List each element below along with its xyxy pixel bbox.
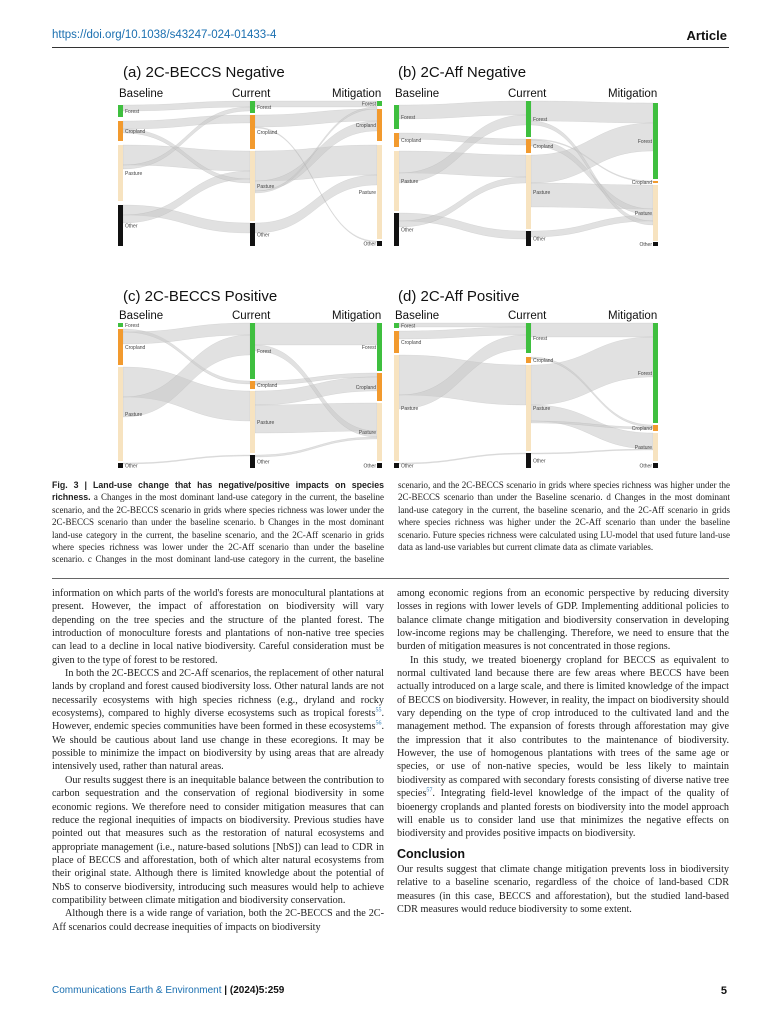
current-other-node — [250, 455, 255, 468]
flow-other-to-other — [399, 453, 526, 464]
baseline-other-label: Other — [401, 227, 414, 234]
baseline-forest-label: Forest — [401, 115, 416, 121]
mitigation-other-label: Other — [363, 241, 376, 248]
body-left-column — [52, 587, 384, 934]
citation: (2024)5:259 — [229, 985, 285, 996]
panel-d-sankey — [394, 323, 660, 469]
header-rule — [52, 47, 729, 48]
baseline-other-label: Other — [125, 223, 138, 230]
current-forest-node — [526, 323, 531, 353]
mitigation-forest-node — [377, 323, 382, 371]
flow-forest-to-forest — [531, 101, 653, 123]
panel-a-sankey — [118, 101, 384, 247]
baseline-cropland-label: Cropland — [125, 129, 146, 135]
mitigation-other-node — [653, 242, 658, 246]
mitigation-forest-label: Forest — [637, 139, 652, 145]
current-cropland-node — [250, 115, 255, 149]
mitigation-forest-node — [377, 101, 382, 106]
paragraph: Although there is a wide range of variation, both the 2C-BECCS and the 2C-Aff scenarios could decrease inequities of impacts on biodiversity — [52, 908, 384, 933]
current-forest-label: Forest — [257, 349, 272, 355]
paragraph — [397, 654, 729, 841]
baseline-pasture-node — [394, 151, 399, 211]
baseline-cropland-node — [394, 331, 399, 353]
mitigation-cropland-label: Cropland — [631, 426, 652, 432]
baseline-cropland-label: Cropland — [401, 138, 422, 144]
paragraph: information on which parts of the world's forests are monocultural plantations at present. However, the impact of afforestation on biodiversity will vary depending on the tree species and the structure of the planted forest. The introduction of monoculture forests and plantations of non-native tree species can lead to a decline in local native biodiversity. Careful consideration must be given to the type of forest to be restored. — [52, 588, 384, 666]
baseline-cropland-label: Cropland — [401, 340, 422, 346]
mitigation-other-label: Other — [639, 242, 652, 248]
baseline-other-node — [118, 205, 123, 246]
mitigation-other-node — [377, 241, 382, 246]
flow-other-to-pasture — [255, 437, 377, 457]
baseline-forest-node — [118, 323, 123, 327]
mitigation-pasture-node — [653, 185, 658, 241]
flow-other-to-other — [399, 213, 526, 239]
caption-separator — [52, 578, 729, 579]
reference-link[interactable]: 57 — [426, 787, 433, 794]
mitigation-forest-label: Forest — [361, 345, 376, 351]
mitigation-pasture-label: Pasture — [634, 445, 652, 451]
panel-a-mitigation-label: Mitigation — [332, 88, 382, 100]
baseline-cropland-label: Cropland — [125, 345, 146, 351]
panel-a-baseline-label: Baseline — [119, 88, 164, 100]
current-pasture-node — [250, 151, 255, 221]
baseline-forest-label: Forest — [401, 323, 416, 330]
panel-c-title: (c) 2C-BECCS Positive — [123, 288, 278, 305]
page-number: 5 — [720, 985, 727, 997]
baseline-forest-label: Forest — [125, 109, 140, 115]
baseline-pasture-label: Pasture — [125, 171, 143, 177]
mitigation-forest-label: Forest — [637, 371, 652, 377]
baseline-other-node — [394, 463, 399, 468]
current-cropland-label: Cropland — [533, 144, 554, 150]
panel-d-baseline-label: Baseline — [395, 310, 440, 322]
baseline-other-label: Other — [401, 463, 414, 470]
figure-caption — [52, 479, 730, 566]
mitigation-other-node — [377, 463, 382, 468]
conclusion-heading: Conclusion — [397, 846, 466, 861]
mitigation-cropland-node — [377, 373, 382, 401]
baseline-other-label: Other — [125, 463, 138, 470]
panel-b-baseline-label: Baseline — [395, 88, 440, 100]
mitigation-forest-label: Forest — [361, 101, 376, 108]
flow-cropland-to-cropland — [123, 115, 250, 129]
flow-forest-to-forest — [255, 323, 377, 345]
panel-a-current-label: Current — [232, 88, 271, 100]
mitigation-pasture-node — [377, 403, 382, 461]
mitigation-pasture-label: Pasture — [358, 190, 376, 196]
current-forest-node — [250, 323, 255, 379]
text-span: In this study, we treated bioenergy cropland for BECCS as equivalent to normal cultivated land because there are few areas where BECCS have been actually introduced on a large scale, and there is limited knowledge of the impact of BECCS on biodiversity. However, in reality, the impact on biodiversity should vary depending on the type of crop introduced to the cultivated land and the management method. The expansion of forests through afforestation may give the impression that it also contributes to the maintenance of biodiversity. However, the use of homogenous plantations with trees of the same age or species, or use of non-native species, would be less likely to maintain biodiversity as compared with secondary forests consisting of diverse native tree species — [397, 654, 729, 800]
mitigation-cropland-node — [377, 109, 382, 141]
current-forest-node — [250, 101, 255, 113]
mitigation-other-node — [653, 463, 658, 468]
doi-link[interactable]: https://doi.org/10.1038/s43247-024-01433-4 — [52, 29, 277, 41]
text-span: . We should be cautious about land use change in these ecoregions. It may be possible to minimize the impact on biodiversity by using areas that are already intensively used, rather than natural areas. — [52, 721, 384, 773]
current-other-node — [526, 231, 531, 246]
current-forest-label: Forest — [533, 336, 548, 342]
mitigation-cropland-label: Cropland — [355, 123, 376, 129]
body-right-column — [397, 587, 729, 916]
baseline-other-node — [394, 213, 399, 246]
current-cropland-label: Cropland — [533, 358, 554, 364]
current-cropland-node — [526, 139, 531, 153]
reference-link[interactable]: 56 — [375, 721, 382, 728]
mitigation-pasture-label: Pasture — [358, 430, 376, 436]
current-forest-label: Forest — [257, 105, 272, 111]
mitigation-other-label: Other — [639, 463, 652, 470]
baseline-pasture-label: Pasture — [401, 406, 419, 412]
text-span: In both the 2C-BECCS and 2C-Aff scenarios, the replacement of other natural lands by cropland and forest caused biodiversity loss. Other natural lands are not necessarily ecosystems with high species richness (e.g., dryland and rocky ecosystems), compared to highly diverse ecosystems such as tropical forests — [52, 668, 384, 720]
current-forest-node — [526, 101, 531, 137]
footer-journal — [52, 985, 284, 996]
mitigation-forest-node — [653, 103, 658, 179]
flow-forest-to-forest — [255, 101, 377, 107]
panel-c-sankey — [118, 323, 384, 469]
current-other-label: Other — [533, 458, 546, 465]
mitigation-cropland-node — [653, 425, 658, 431]
current-other-label: Other — [533, 236, 546, 243]
current-other-label: Other — [257, 459, 270, 466]
baseline-pasture-label: Pasture — [401, 179, 419, 185]
current-forest-label: Forest — [533, 117, 548, 123]
article-type-label: Article — [686, 28, 727, 43]
paragraph — [52, 667, 384, 774]
panel-d-mitigation-label: Mitigation — [608, 310, 658, 322]
reference-link[interactable]: 55 — [375, 707, 382, 714]
baseline-cropland-node — [118, 329, 123, 365]
current-cropland-node — [250, 381, 255, 389]
flow-pasture-to-forest — [531, 337, 653, 405]
paragraph: Our results suggest there is an inequitable balance between the contribution to carbon sequestration and the conservation of regional biodiversity in some economic regions. We therefore need to consider mitigation measures that can reduce the regional inequities of impacts on biodiversity. Previous studies have pointed out that measures such as the restoration of natural ecosystems and appropriate management (i.e., nature-based solutions [NbS]) can lead to CDR in place of BECCS and afforestation, both of which alter natural ecosystems from their original state. Although there is limited knowledge about the potential of NbS to conserve biodiversity, introducing such measures would help to achieve compatibility between climate mitigation and biodiversity conservation. — [52, 774, 384, 906]
current-cropland-node — [526, 357, 531, 363]
current-pasture-label: Pasture — [257, 184, 275, 190]
mitigation-forest-node — [653, 323, 658, 423]
current-pasture-node — [526, 365, 531, 451]
baseline-pasture-node — [394, 355, 399, 461]
flow-other-to-other — [123, 455, 250, 464]
current-pasture-label: Pasture — [533, 190, 551, 196]
text-span: . However, endemic species communities have been formed in these ecosystems — [52, 708, 384, 733]
panel-b-mitigation-label: Mitigation — [608, 88, 658, 100]
baseline-forest-node — [394, 105, 399, 129]
current-other-node — [250, 223, 255, 246]
mitigation-pasture-node — [653, 433, 658, 461]
paragraph: Our results suggest that climate change mitigation prevents loss in biodiversity relative to a baseline scenario, regardless of the choice of land-based CDR measures (in this case, BECCS and afforestation), but the studied land-based CDR measures would reduce biodiversity to some extent. — [397, 863, 729, 915]
baseline-forest-node — [118, 105, 123, 117]
current-pasture-node — [526, 155, 531, 229]
current-pasture-label: Pasture — [257, 420, 275, 426]
current-pasture-label: Pasture — [533, 406, 551, 412]
mitigation-cropland-label: Cropland — [631, 180, 652, 186]
baseline-forest-node — [394, 323, 399, 328]
panel-b-current-label: Current — [508, 88, 547, 100]
mitigation-cropland-node — [653, 181, 658, 183]
figure-caption-label: Fig. 3 | Land-use change that has negative/positive impacts on species richness. — [52, 480, 384, 503]
panel-a-title: (a) 2C-BECCS Negative — [123, 64, 285, 81]
journal-name[interactable]: Communications Earth & Environment — [52, 985, 222, 996]
current-other-node — [526, 453, 531, 468]
baseline-cropland-node — [394, 133, 399, 147]
baseline-forest-label: Forest — [125, 323, 140, 329]
panel-c-baseline-label: Baseline — [119, 310, 164, 322]
baseline-pasture-node — [118, 145, 123, 201]
flow-forest-to-forest — [531, 323, 653, 337]
panel-d-title: (d) 2C-Aff Positive — [398, 288, 520, 305]
panel-d-current-label: Current — [508, 310, 547, 322]
footer-separator: | — [221, 985, 230, 996]
mitigation-pasture-node — [377, 145, 382, 239]
panel-c-mitigation-label: Mitigation — [332, 310, 382, 322]
paragraph: among economic regions from an economic perspective by reducing diversity losses in regions with lower levels of GDP. Implementing additional policies to balance climate change mitigation and biodiversity conservation in developing low-income regions may be challenging. Therefore, we need to ensure that the burden of mitigation measures is not concentrated in those regions. — [397, 588, 729, 653]
current-cropland-label: Cropland — [257, 383, 278, 389]
text-span: . Integrating field-level knowledge of the impact of the quality of bioenergy croplands and planted forests on biodiversity into the model approach will enable us to consider land use that minimizes the negative effects on biodiversity and provides positive impacts on biodiversity. — [397, 788, 729, 840]
flow-forest-to-forest — [399, 101, 526, 119]
mitigation-cropland-label: Cropland — [355, 385, 376, 391]
baseline-pasture-node — [118, 367, 123, 461]
baseline-cropland-node — [118, 121, 123, 141]
mitigation-pasture-label: Pasture — [634, 211, 652, 217]
current-other-label: Other — [257, 232, 270, 239]
baseline-pasture-label: Pasture — [125, 412, 143, 418]
flow-pasture-to-pasture — [531, 183, 653, 209]
panel-b-title: (b) 2C-Aff Negative — [398, 64, 527, 81]
panel-c-current-label: Current — [232, 310, 271, 322]
current-cropland-label: Cropland — [257, 130, 278, 136]
flow-forest-to-forest — [399, 323, 526, 327]
panel-b-sankey — [394, 101, 660, 247]
current-pasture-node — [250, 391, 255, 453]
figure-caption-text: a Changes in the most dominant land-use category in the current, the baseline scenario, and the 2C-BECCS scenario in grids where species richness was lower under the 2C-BECCS scenario than under the baseline scenario. b Changes in the most dominant land-use category in the current, the baseline scenario, and the 2C-Aff scenario in grids where species richness was lower under the 2C-Aff scenario than under the baseline scenario. c Changes in the most dominant land-use category in the current, the baseline scenario, and the 2C-BECCS scenario in grids where species richness was higher under the 2C-BECCS scenario than under the Baseline scenario. d Changes in the most dominant land-use category in the current, the baseline scenario, and the 2C-Aff scenario in grids where species richness was higher under the 2C-Aff scenario than under the baseline scenario. Future species richness were calculated using LU-model that used future land-use data as land-use variables but current climate data as climate variables. — [52, 480, 730, 565]
mitigation-other-label: Other — [363, 463, 376, 470]
baseline-other-node — [118, 463, 123, 468]
